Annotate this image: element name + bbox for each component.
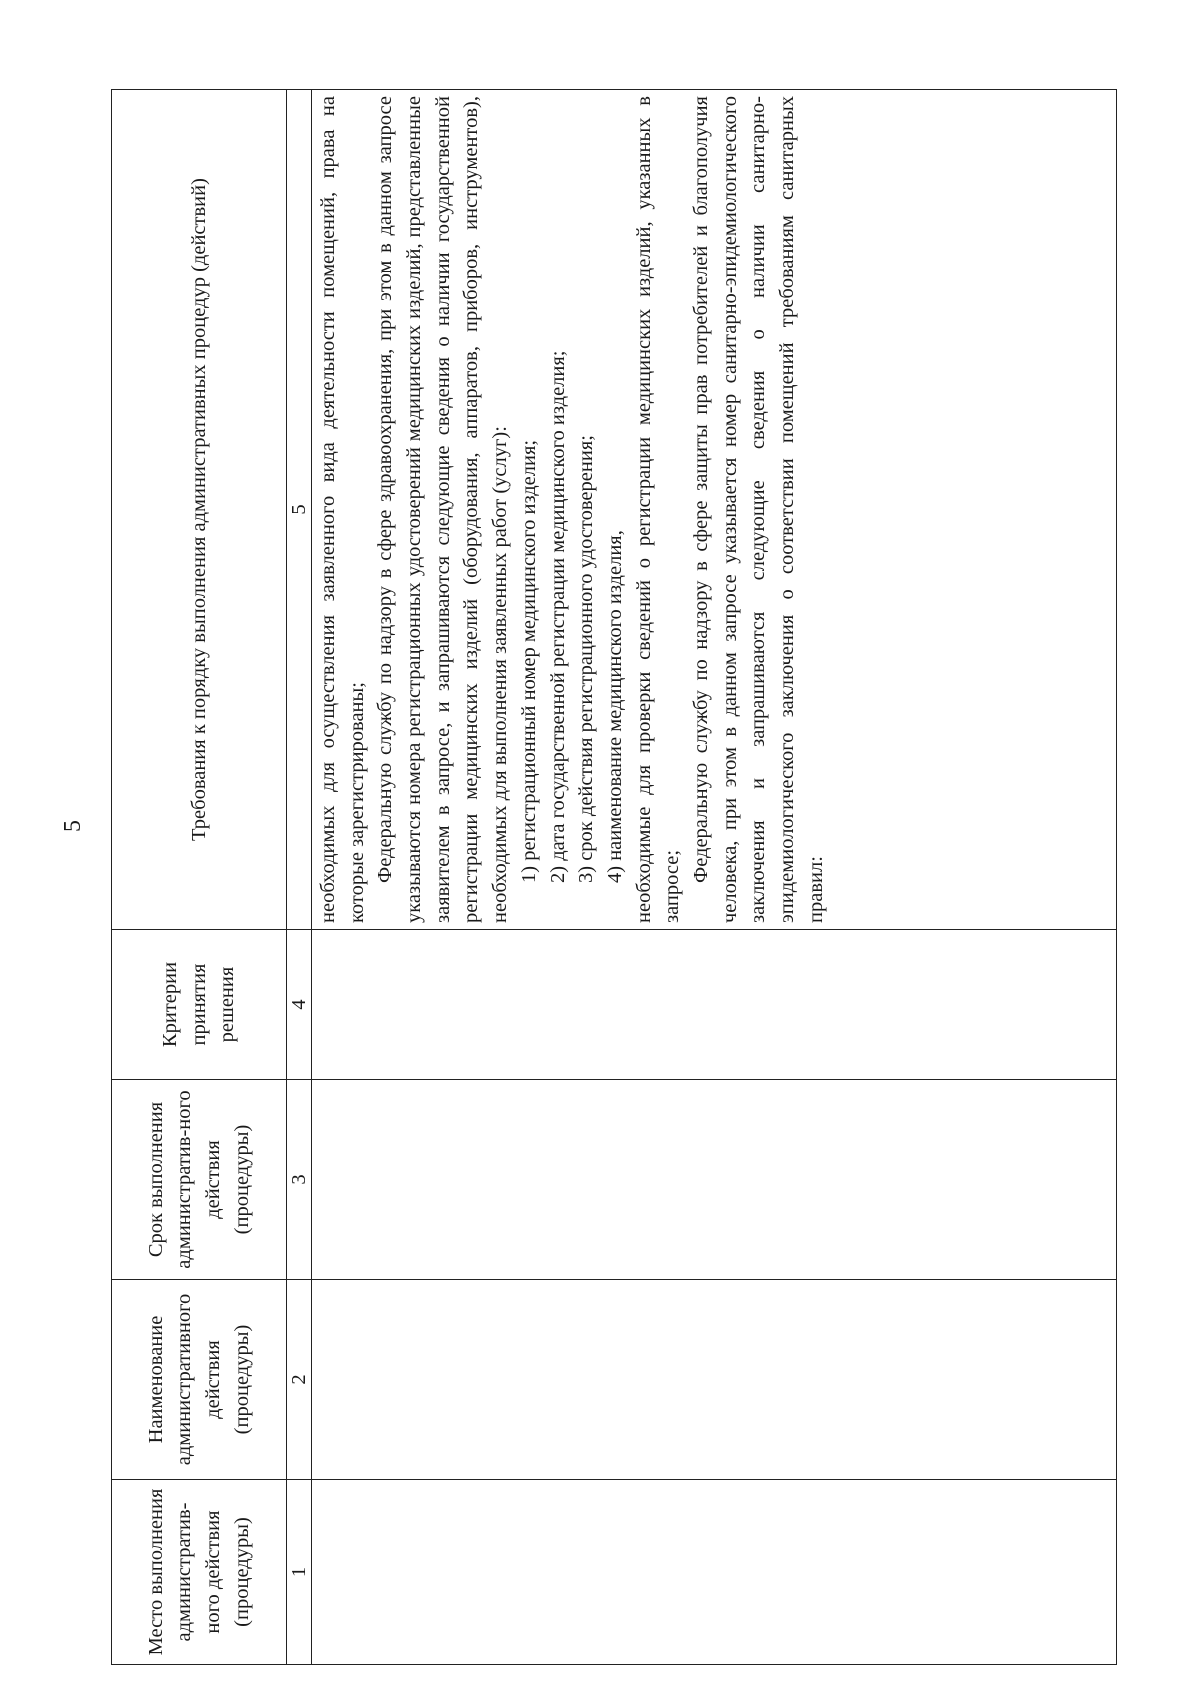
column-number: 3 <box>287 1080 312 1280</box>
column-number: 5 <box>287 90 312 930</box>
header-requirements: Требования к порядку выполнения административных процедур (действий) <box>112 90 287 930</box>
requirements-list-item: 2) дата государственной регистрации медицинского изделия; <box>546 350 569 883</box>
requirements-list-item: 1) регистрационный номер медицинского изделия; <box>517 439 540 883</box>
cell-place <box>312 1480 1117 1665</box>
header-place: Место выполнения административ-ного действия (процедуры) <box>112 1480 287 1665</box>
column-number: 1 <box>287 1480 312 1665</box>
procedures-table <box>111 89 1117 1665</box>
cell-decision-criteria <box>312 930 1117 1080</box>
header-action-name: Наименование административного действия (процедуры) <box>112 1280 287 1480</box>
column-number: 4 <box>287 930 312 1080</box>
column-number-row <box>287 90 312 1665</box>
header-decision-criteria: Критерии принятия решения <box>112 930 287 1080</box>
cell-requirements <box>312 90 1117 930</box>
requirements-paragraph: необходимые для проверки сведений о регистрации медицинских изделий, указанных в запросе; <box>632 96 684 923</box>
requirements-list-item: 4) наименование медицинского изделия, <box>603 530 626 883</box>
requirements-paragraph: Федеральную службу по надзору в сфере защиты прав потребителей и благополучия человека, при этом в данном запросе указывается номер санитарно-эпидемиологического заключения и запрашиваются следующие сведения о наличии санитарно-эпидемиологического заключения о соответствии помещений требованиям санитарных правил: <box>689 96 827 923</box>
rotated-table-container <box>111 90 1111 1665</box>
column-number: 2 <box>287 1280 312 1480</box>
header-action-term: Срок выполнения административ-ного действия (процедуры) <box>112 1080 287 1280</box>
cell-action-name <box>312 1280 1117 1480</box>
requirements-paragraph: необходимых для осуществления заявленного вида деятельности помещений, права на которые зарегистрированы; <box>317 96 368 923</box>
cell-action-term <box>312 1080 1117 1280</box>
requirements-paragraph: Федеральную службу по надзору в сфере здравоохранения, при этом в данном запросе указываются номера регистрационных удостоверений медицинских изделий, представленные заявителем в запросе, и запрашиваются следующие сведения о наличии государственной регистрации медицинских изделий (оборудования, аппаратов, приборов, инструментов), необходимых для выполнения заявленных работ (услуг): <box>374 96 512 923</box>
page-number: 5 <box>60 820 86 832</box>
requirements-list-item: 3) срок действия регистрационного удостоверения; <box>575 435 598 883</box>
table-header-row <box>112 90 287 1665</box>
table-row <box>312 90 1117 1665</box>
